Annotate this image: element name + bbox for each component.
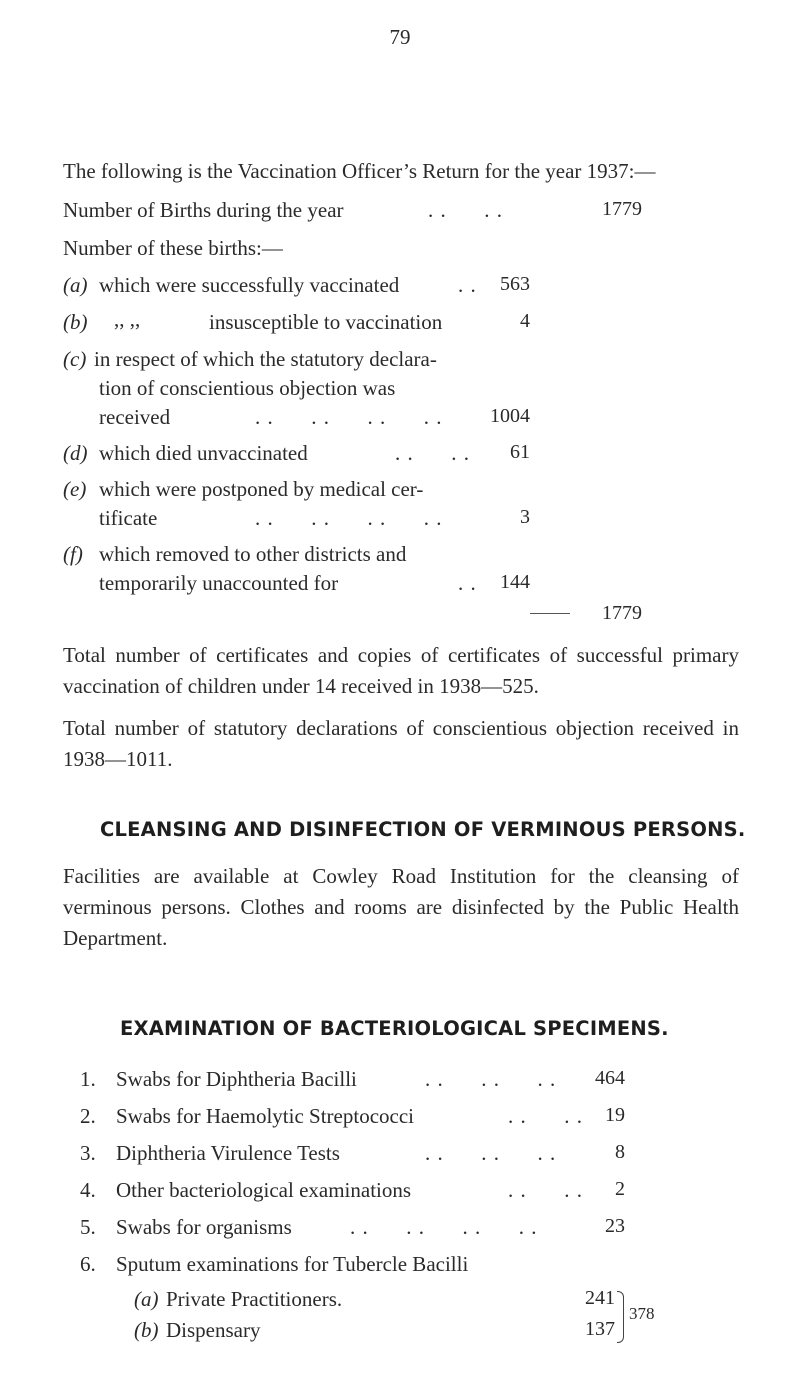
item-f-value: 144 <box>500 571 530 593</box>
births-total: 1779 <box>602 198 642 220</box>
item-e-value: 3 <box>520 506 530 528</box>
bact-item-4-label: Other bacteriological examinations <box>116 1178 412 1202</box>
bact-item-4-dots: . . . . <box>508 1178 583 1202</box>
item-b-ditto: ,, ,, <box>114 307 141 331</box>
item-f-line2: temporarily unaccounted for <box>99 571 339 595</box>
cleansing-paragraph: Facilities are available at Cowley Road Institution for the cleansing of verminous persons. Clothes and rooms are disinfected by the Public Health Department. <box>63 864 739 950</box>
item-c-dots: . . . . . . . . <box>255 405 443 429</box>
item-d-value: 61 <box>510 441 530 463</box>
item-e-dots: . . . . . . . . <box>255 506 443 530</box>
declarations-paragraph: Total number of statutory declarations of conscientious objection received in 1938—1011. <box>63 716 739 771</box>
item-d-dots: . . . . <box>395 441 470 465</box>
certificates-paragraph: Total number of certificates and copies of certificates of successful primary vaccination of children under 14 received in 1938—525. <box>63 643 739 698</box>
item-a-value: 563 <box>500 273 530 295</box>
item-e-letter: (e) <box>63 477 87 501</box>
cleansing-heading: CLEANSING AND DISINFECTION OF VERMINOUS PERSONS. <box>100 818 746 841</box>
bact-item-1-dots: . . . . . . <box>425 1067 557 1091</box>
bact-item-1-label: Swabs for Diphtheria Bacilli <box>116 1067 357 1091</box>
these-births-label: Number of these births:— <box>63 236 283 260</box>
item-f-line1: which removed to other districts and <box>99 542 407 566</box>
bact-item-2-number: 2. <box>80 1104 96 1128</box>
item-d-text: which died unvaccinated <box>99 441 308 465</box>
bact-item-1-number: 1. <box>80 1067 96 1091</box>
item-c-letter: (c) <box>63 347 87 371</box>
item-f-dots: . . <box>458 571 477 595</box>
item-b-text: insusceptible to vaccination <box>209 310 443 334</box>
item-b-letter: (b) <box>63 310 88 334</box>
sputum-b-value: 137 <box>585 1318 615 1340</box>
births-dots: . . . . <box>428 198 503 222</box>
item-c-line1: in respect of which the statutory declara- <box>94 347 437 371</box>
sputum-b-letter: (b) <box>134 1318 159 1342</box>
item-a-dots: . . <box>458 273 477 297</box>
bact-item-2-label: Swabs for Haemolytic Streptococci <box>116 1104 414 1128</box>
bact-item-1-value: 464 <box>595 1067 625 1089</box>
bacteriological-heading: EXAMINATION OF BACTERIOLOGICAL SPECIMENS. <box>120 1017 669 1040</box>
bact-item-5-number: 5. <box>80 1215 96 1239</box>
bact-item-3-value: 8 <box>615 1141 625 1163</box>
item-c-value: 1004 <box>490 405 530 427</box>
sputum-a-letter: (a) <box>134 1287 159 1311</box>
bact-item-3-label: Diphtheria Virulence Tests <box>116 1141 340 1165</box>
item-e-line2: tificate <box>99 506 158 530</box>
sputum-total: 378 <box>629 1304 655 1323</box>
sum-rule <box>530 613 570 614</box>
vaccination-intro: The following is the Vaccination Officer’s Return for the year 1937:— <box>63 159 656 183</box>
sputum-brace <box>617 1291 624 1343</box>
item-f-letter: (f) <box>63 542 83 566</box>
item-a-letter: (a) <box>63 273 88 297</box>
item-b-value: 4 <box>520 310 530 332</box>
item-e-line1: which were postponed by medical cer- <box>99 477 424 501</box>
bact-item-5-label: Swabs for organisms <box>116 1215 292 1239</box>
bact-item-6-number: 6. <box>80 1252 96 1276</box>
bact-item-3-dots: . . . . . . <box>425 1141 557 1165</box>
item-c-line3: received <box>99 405 171 429</box>
births-label: Number of Births during the year <box>63 198 344 222</box>
bact-item-5-value: 23 <box>605 1215 625 1237</box>
item-c-line2: tion of conscientious objection was <box>99 376 396 400</box>
bact-item-5-dots: . . . . . . . . <box>350 1215 538 1239</box>
sputum-b-label: Dispensary <box>166 1318 261 1342</box>
bact-item-2-dots: . . . . <box>508 1104 583 1128</box>
bact-item-3-number: 3. <box>80 1141 96 1165</box>
sputum-a-label: Private Practitioners. <box>166 1287 343 1311</box>
page-number: 79 <box>389 25 411 49</box>
bact-item-2-value: 19 <box>605 1104 625 1126</box>
bact-item-4-value: 2 <box>615 1178 625 1200</box>
item-a-text: which were successfully vaccinated <box>99 273 400 297</box>
item-d-letter: (d) <box>63 441 88 465</box>
sum-total: 1779 <box>602 602 642 624</box>
sputum-a-value: 241 <box>585 1287 615 1309</box>
bact-item-4-number: 4. <box>80 1178 96 1202</box>
bact-item-6-label: Sputum examinations for Tubercle Bacilli <box>116 1252 469 1276</box>
